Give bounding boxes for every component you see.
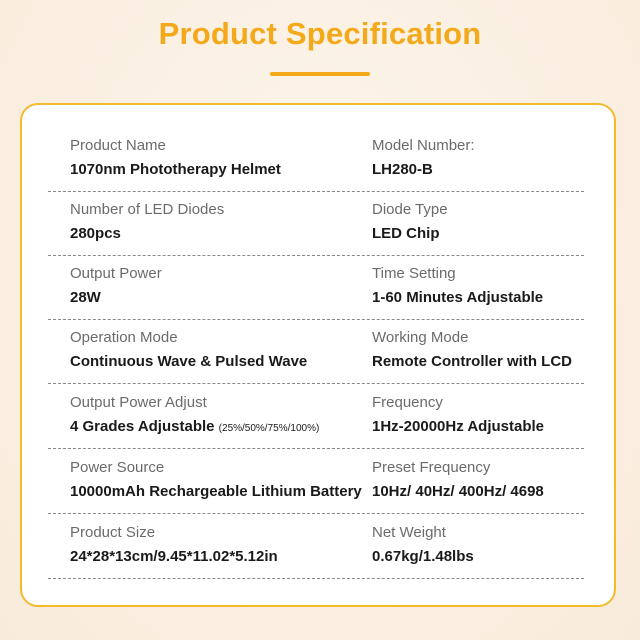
spec-value: Continuous Wave & Pulsed Wave: [70, 353, 308, 370]
spec-value: Remote Controller with LCD: [372, 353, 573, 370]
spec-label: Time Setting: [372, 265, 456, 282]
spec-value: [70, 418, 319, 435]
spec-label: Net Weight: [372, 524, 446, 541]
spec-label: Model Number:: [372, 137, 475, 154]
spec-value: 28W: [70, 289, 101, 306]
spec-label: Output Power Adjust: [70, 394, 207, 411]
spec-row-2: [48, 191, 584, 256]
spec-row-4: [48, 319, 584, 384]
spec-value: LH280-B: [372, 161, 433, 178]
page-title: Product Specification: [158, 16, 482, 51]
spec-label: Operation Mode: [70, 329, 178, 346]
spec-value: 10Hz/ 40Hz/ 400Hz/ 4698: [372, 483, 544, 500]
spec-value: 0.67kg/1.48lbs: [372, 548, 474, 565]
spec-value: 24*28*13cm/9.45*11.02*5.12in: [70, 548, 278, 565]
spec-row-1: [48, 127, 584, 192]
spec-label: Output Power: [70, 265, 162, 282]
spec-label: Working Mode: [372, 329, 469, 346]
spec-value: 1-60 Minutes Adjustable: [372, 289, 544, 306]
spec-label: Power Source: [70, 459, 165, 476]
spec-row-3: [48, 255, 584, 320]
title-underline: [270, 72, 370, 76]
spec-label: Number of LED Diodes: [70, 201, 225, 218]
spec-label: Diode Type: [372, 201, 448, 218]
spec-value-note: (25%/50%/75%/100%): [218, 423, 320, 434]
spec-value: LED Chip: [372, 225, 440, 242]
spec-label: Frequency: [372, 394, 443, 411]
spec-label: Product Name: [70, 137, 166, 154]
spec-value: 280pcs: [70, 225, 121, 242]
spec-value: 10000mAh Rechargeable Lithium Battery: [70, 483, 362, 500]
spec-row-6: [48, 449, 584, 514]
spec-label: Preset Frequency: [372, 459, 491, 476]
spec-value: 1070nm Phototherapy Helmet: [70, 161, 281, 178]
spec-row-7: [48, 514, 584, 579]
spec-label: Product Size: [70, 524, 156, 541]
spec-value-main: 4 Grades Adjustable: [70, 418, 215, 435]
spec-value: 1Hz-20000Hz Adjustable: [372, 418, 545, 435]
spec-row-5: [48, 384, 584, 449]
